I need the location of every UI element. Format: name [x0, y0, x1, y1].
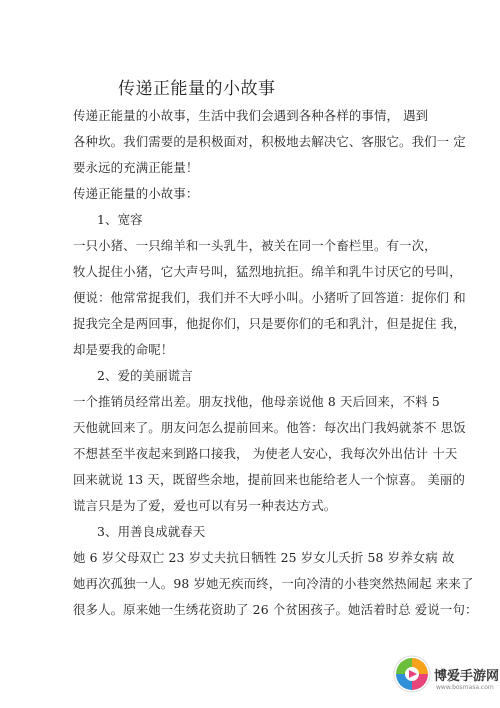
story-1-line-5: 却是要我的命呢！ — [73, 342, 174, 357]
story-1-line-1: 一只小猪、一只绵羊和一头乳牛，被关在同一个畜栏里。有一次， — [73, 238, 437, 253]
story-3-heading: 3、用善良成就春天 — [97, 524, 206, 539]
story-3-line-1: 她 6 岁父母双亡 23 岁丈夫抗日牺牲 25 岁女儿夭折 58 岁养女病 故 — [73, 550, 455, 565]
story-1-line-2: 牧人捉住小猪，它大声号叫，猛烈地抗拒。绵羊和乳牛讨厌它的号叫， — [73, 264, 462, 279]
site-watermark[interactable] — [393, 651, 500, 703]
story-1-heading: 1、宽容 — [97, 212, 143, 227]
story-2-line-3: 不想甚至半夜起来到路口接我， 为使老人安心，我每次外出估计 十天 — [73, 446, 458, 461]
section-heading: 传递正能量的小故事： — [73, 186, 199, 201]
brand-name: 博爱手游网 — [434, 669, 500, 684]
intro-line-3: 要永远的充满正能量！ — [73, 160, 199, 175]
intro-line-2: 各种坎。我们需要的是积极面对，积极地去解决它、客服它。我们一 定 — [73, 134, 466, 149]
story-1-line-3: 便说：他常常捉我们，我们并不大呼小叫。小猪听了回答道：捉你们 和 — [73, 290, 466, 305]
story-1-line-4: 捉我完全是两回事，他捉你们，只是要你们的毛和乳汁，但是捉住 我， — [73, 316, 466, 331]
brand-url: www.bosmasa.com — [436, 684, 494, 691]
story-3-line-3: 很多人。原来她一生绣花资助了 26 个贫困孩子。她活着时总 爱说一句： — [73, 602, 478, 617]
story-2-line-4: 回来就说 13 天，既留些余地，提前回来也能给老人一个惊喜。 美丽的 — [73, 472, 466, 487]
story-2-line-2: 天他就回来了。朋友问怎么提前回来。他答：每次出门我妈就茶不 思饭 — [73, 420, 466, 435]
brand-logo-icon — [393, 655, 431, 693]
story-2-line-1: 一个推销员经常出差。朋友找他，他母亲说他 8 天后回来，不料 5 — [73, 394, 440, 409]
story-2-line-5: 谎言只是为了爱，爱也可以有另一种表达方式。 — [73, 498, 337, 513]
document-title: 传递正能量的小故事 — [118, 79, 276, 99]
intro-line-1: 传递正能量的小故事，生活中我们会遇到各种各样的事情， 遇到 — [73, 108, 429, 123]
story-2-heading: 2、爱的美丽谎言 — [97, 368, 193, 383]
story-3-line-2: 她再次孤独一人。98 岁她无疾而终，一向冷清的小巷突然热闹起 来来了 — [73, 576, 474, 591]
